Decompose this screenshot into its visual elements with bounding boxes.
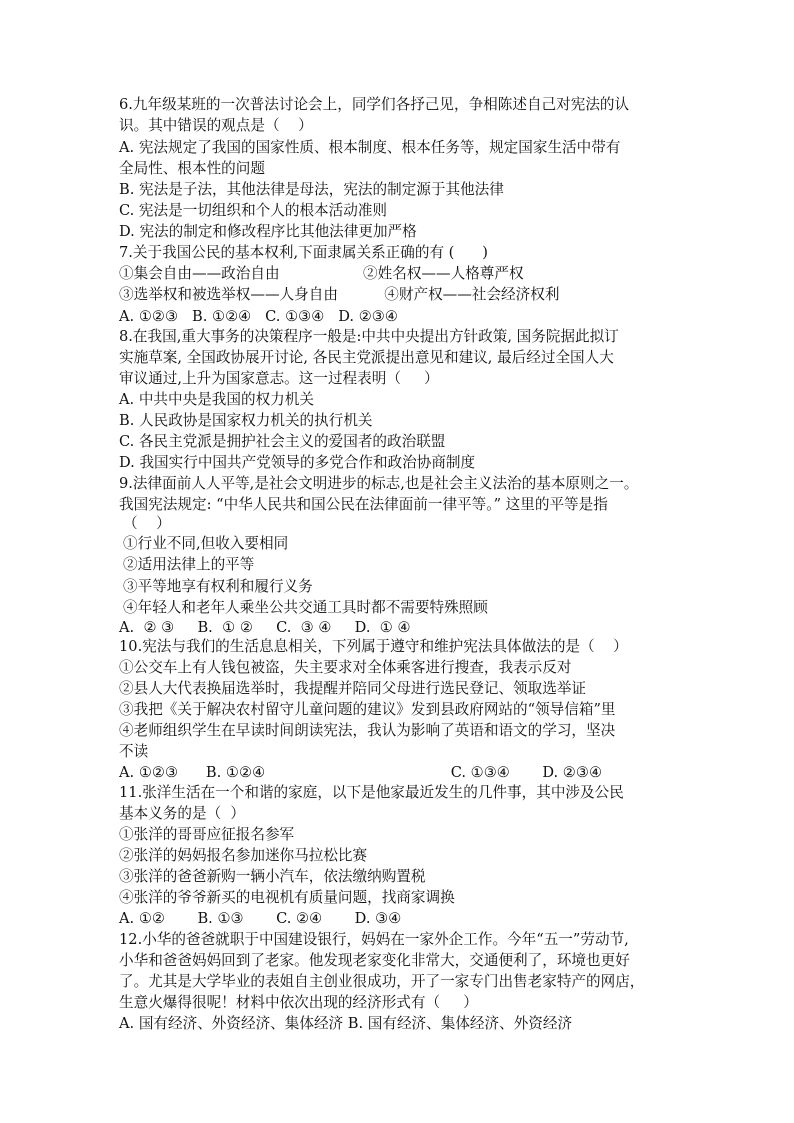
q11-item-3: ③张洋的爸爸新购一辆小汽车，依法缴纳购置税: [119, 868, 426, 885]
q6-option-b: B. 宪法是子法，其他法律是母法，宪法的制定源于其他法律: [119, 181, 504, 198]
q9-answer-options: A. ② ③ B. ① ② C. ③ ④ D. ① ④: [119, 619, 411, 636]
q8-option-d: D. 我国实行中国共产党领导的多党合作和政治协商制度: [119, 454, 476, 471]
q7-items-3-4: ③选举权和被选举权——人身自由 ④财产权——社会经济权利: [119, 286, 560, 303]
q6-option-a-line2: 全局性、根本性的问题: [119, 160, 265, 177]
q9-item-2: ②适用法律上的平等: [123, 556, 255, 573]
q11-stem-line2: 基本义务的是（ ）: [119, 805, 246, 822]
q11-stem-line1: 11.张洋生活在一个和谐的家庭，以下是他家最近发生的几件事，其中涉及公民: [119, 784, 624, 801]
q6-stem-line1: 6.九年级某班的一次普法讨论会上，同学们各抒己见，争相陈述自己对宪法的认: [119, 96, 630, 113]
q10-stem: 10.宪法与我们的生活息息相关，下列属于遵守和维护宪法具体做法的是（ ）: [119, 638, 628, 655]
q10-item-1: ①公交车上有人钱包被盗，失主要求对全体乘客进行搜查，我表示反对: [119, 659, 572, 676]
q12-options-a-b: A. 国有经济、外资经济、集体经济 B. 国有经济、集体经济、外资经济: [119, 1015, 573, 1032]
q8-option-c: C. 各民主党派是拥护社会主义的爱国者的政治联盟: [119, 433, 446, 450]
q9-item-1: ①行业不同,但收入要相同: [123, 535, 289, 552]
q11-item-2: ②张洋的妈妈报名参加迷你马拉松比赛: [119, 847, 368, 864]
q6-stem-line2: 识。其中错误的观点是（ ）: [119, 117, 313, 134]
q10-answer-options: A. ①②③ B. ①②④ C. ①③④ D. ②③④: [119, 764, 603, 781]
q12-stem-line4: 生意火爆得很呢！材料中依次出现的经济形式有（ ）: [119, 994, 478, 1011]
q11-answer-options: A. ①② B. ①③ C. ②④ D. ③④: [119, 910, 402, 927]
q6-option-d: D. 宪法的制定和修改程序比其他法律更加严格: [119, 223, 417, 240]
q8-stem-line1: 8.在我国,重大事务的决策程序一般是:中共中央提出方针政策, 国务院据此拟订: [119, 328, 619, 345]
q8-stem-line2: 实施草案, 全国政协展开讨论, 各民主党派提出意见和建议, 最后经过全国人大: [119, 349, 614, 366]
q10-item-3: ③我把《关于解决农村留守儿童问题的建议》发到县政府网站的“领导信箱”里: [119, 701, 616, 718]
q7-answer-options: A. ①②③ B. ①②④ C. ①③④ D. ②③④: [119, 308, 398, 325]
q7-stem: 7.关于我国公民的基本权利,下面隶属关系正确的有 ( ): [119, 244, 488, 261]
q9-item-4: ④年轻人和老年人乘坐公共交通工具时都不需要特殊照顾: [123, 599, 488, 616]
q9-answer-blank: （ ）: [123, 515, 171, 532]
q11-item-1: ①张洋的哥哥应征报名参军: [119, 826, 295, 843]
q8-stem-line3: 审议通过,上升为国家意志。这一过程表明（ ）: [119, 370, 439, 387]
q12-stem-line1: 12.小华的爸爸就职于中国建设银行，妈妈在一家外企工作。今年“五一”劳动节,: [119, 931, 629, 948]
q10-item-2: ②县人大代表换届选举时，我提醒并陪同父母进行选民登记、领取选举证: [119, 680, 587, 697]
q12-stem-line2: 小华和爸爸妈妈回到了老家。他发现老家变化非常大，交通便利了，环境也更好: [119, 952, 630, 969]
q6-option-a-line1: A. 宪法规定了我国的国家性质、根本制度、根本任务等，规定国家生活中带有: [119, 139, 621, 156]
q10-item-4-line2: 不读: [119, 743, 149, 760]
q9-stem-line1: 9.法律面前人人平等,是社会文明进步的标志,也是社会主义法治的基本原则之一。: [119, 475, 639, 492]
q9-stem-line2: 我国宪法规定: “中华人民共和国公民在法律面前一律平等。” 这里的平等是指: [119, 496, 608, 513]
q8-option-a: A. 中共中央是我国的权力机关: [119, 391, 314, 408]
q11-item-4: ④张洋的爷爷新买的电视机有质量问题，找商家调换: [119, 889, 455, 906]
q7-items-1-2: ①集会自由——政治自由 ②姓名权——人格尊严权: [119, 265, 524, 282]
q6-option-c: C. 宪法是一切组织和个人的根本活动准则: [119, 202, 388, 219]
q12-stem-line3: 了。尤其是大学毕业的表姐自主创业很成功，开了一家专门出售老家特产的网店，: [119, 973, 645, 990]
q8-option-b: B. 人民政协是国家权力机关的执行机关: [119, 412, 373, 429]
q9-item-3: ③平等地享有权利和履行义务: [123, 578, 313, 595]
q10-item-4-line1: ④老师组织学生在早读时间朗读宪法，我认为影响了英语和语文的学习，坚决: [119, 722, 616, 739]
